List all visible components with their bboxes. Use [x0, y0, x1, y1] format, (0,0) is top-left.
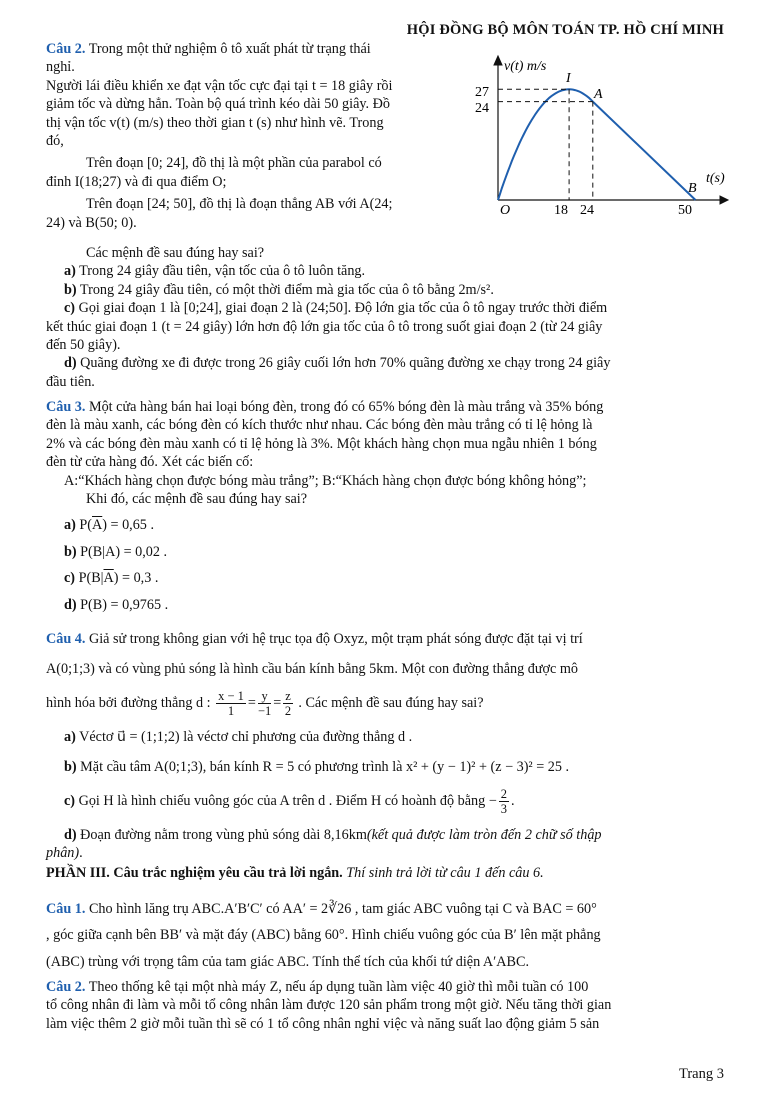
math-text: P( [79, 517, 92, 534]
t-axis-label: t(s) [706, 171, 725, 186]
item-text: Véctơ u⃗ = (1;1;2) là véctơ chỉ phương của đường thẳng d . [79, 728, 413, 745]
item-label: a) [64, 728, 76, 745]
text-line: Trong một thử nghiệm ô tô xuất phát từ trạng thái [88, 41, 371, 57]
text-line: , góc giữa cạnh bên BB′ và mặt đáy (ABC) bằng 60°. Hình chiếu vuông góc của B′ lên mặt phẳng [46, 927, 601, 944]
question-number: Câu 2. [46, 979, 86, 995]
item-label: c) [64, 792, 76, 809]
question-number: Câu 2. [46, 41, 86, 57]
t-axis-arrow [720, 196, 728, 204]
fraction-z: $\frac{z}{2}$ [284, 688, 292, 718]
segment-ab [593, 102, 696, 200]
complement-event: $\overline{A}$ [92, 517, 103, 534]
text-line: đèn từ cửa hàng đó. Xét các biến cố: [46, 454, 254, 471]
item-label: d) [64, 596, 77, 613]
text-line: Theo thống kê tại một nhà máy Z, nếu áp dụng tuần làm việc 40 giờ thì mỗi tuần có 100 [88, 979, 589, 995]
math-text: P(B| [78, 570, 104, 587]
question-2-intro [46, 40, 466, 232]
point-a-label: A [594, 87, 603, 102]
page-header: HỘI ĐỒNG BỘ MÔN TOÁN TP. HỒ CHÍ MINH [406, 22, 724, 38]
text-line: thị vận tốc v(t) (m/s) theo thời gian t (s) như hình vẽ. Trong [46, 114, 384, 131]
part-3-heading [46, 864, 726, 882]
text-line: giảm tốc và dừng hẳn. Toàn bộ quá trình kéo dài 50 giây. Đồ [46, 96, 390, 113]
text-line: Người lái điều khiển xe đạt vận tốc cực đại tại t = 18 giây rồi [46, 77, 393, 94]
item-text: Gọi giai đoạn 1 là [0;24], giai đoạn 2 là (24;50]. Độ lớn gia tốc của ô tô ngay trước thời điểm [78, 300, 608, 317]
text-line: đầu tiên. [46, 373, 95, 390]
item-label: a) [64, 263, 76, 280]
point-b-label: B [688, 181, 697, 196]
text-line: . Các mệnh đề sau đúng hay sai? [298, 694, 484, 711]
item-text: Đoạn đường nằm trong vùng phủ sóng dài 8,16km [80, 826, 367, 843]
text-line: Trên đoạn [0; 24], đồ thị là một phần của parabol có [86, 155, 382, 172]
text-line: nghỉ. [46, 59, 75, 76]
section-note: Thí sinh trả lời từ câu 1 đến câu 6. [346, 865, 544, 881]
origin-label: O [500, 203, 511, 218]
fraction-two-thirds: $\frac{2}{3}$ [500, 786, 507, 816]
text-line: (ABC) trùng với trọng tâm của tam giác ABC. Tính thể tích của khối tứ diện A′ABC. [46, 953, 530, 970]
item-label: b) [64, 759, 77, 776]
item-text: Trong 24 giây đầu tiên, có một thời điểm mà gia tốc của ô tô bằng 2m/s². [79, 281, 494, 298]
tick-50: 50 [678, 203, 692, 218]
question-number: Câu 3. [46, 399, 86, 415]
text-line: Trên đoạn [24; 50], đồ thị là đoạn thẳng AB với A(24; [86, 196, 393, 213]
velocity-graph [470, 52, 740, 227]
part-3-question-2 [46, 978, 726, 1033]
question-number: Câu 4. [46, 631, 86, 647]
complement-event: $\overline{A}$ [103, 570, 114, 587]
tick-27: 27 [475, 85, 489, 100]
item-text: Quãng đường xe đi được trong 26 giây cuối lớn hơn 70% quãng đường xe chạy trong 24 giây [80, 355, 611, 372]
math-text: P(B|A) = 0,02 . [80, 543, 168, 560]
item-label: d) [64, 355, 77, 372]
question-2-items [46, 244, 726, 391]
text-line: đến 50 giây). [46, 337, 121, 354]
item-text: Trong 24 giây đầu tiên, vận tốc của ô tô luôn tăng. [79, 263, 366, 280]
italic-note: (kết quả được làm tròn đến 2 chữ số thập [366, 826, 602, 843]
fraction-x: $\frac{x - 1}{1}$ [218, 688, 244, 718]
section-title: PHẦN III. Câu trắc nghiệm yêu cầu trả lời ngắn. [46, 865, 343, 881]
point-i-label: I [566, 71, 571, 86]
text-line: A:“Khách hàng chọn được bóng màu trắng”; B:“Khách hàng chọn được bóng không hỏng”; [64, 472, 587, 489]
text-line: hình hóa bởi đường thẳng d : [46, 694, 211, 711]
item-label: b) [64, 281, 77, 298]
parabola-curve [498, 89, 593, 200]
item-label: a) [64, 517, 76, 534]
tick-24-x: 24 [580, 203, 594, 218]
text-line: Các mệnh đề sau đúng hay sai? [86, 245, 265, 261]
tick-18: 18 [554, 203, 568, 218]
text-line: 2% và các bóng đèn màu xanh có tỉ lệ hỏng là 3%. Một khách hàng chọn mua ngẫu nhiên 1 bóng [46, 435, 597, 452]
v-axis-arrow [494, 56, 502, 65]
tick-24: 24 [475, 101, 489, 116]
question-number: Câu 1. [46, 901, 86, 917]
text-line: Cho hình lăng trụ ABC.A′B′C′ có AA′ = 2∛26 , tam giác ABC vuông tại C và BAC = 60° [88, 901, 597, 917]
text-line: đèn là màu xanh, các bóng đèn có kích thước như nhau. Các bóng đèn màu trắng có tỉ lệ hỏng là [46, 417, 593, 434]
v-axis-label: v(t) m/s [504, 59, 547, 74]
text-line: Khi đó, các mệnh đề sau đúng hay sai? [86, 491, 308, 508]
item-text: Mặt cầu tâm A(0;1;3), bán kính R = 5 có phương trình là x² + (y − 1)² + (z − 3)² = 25 . [80, 759, 570, 776]
text-line: đỉnh I(18;27) và đi qua điểm O; [46, 173, 227, 190]
text-line: làm việc thêm 2 giờ mỗi tuần thì sẽ có 1 tổ công nhân nghỉ việc và năng suất lao động giảm 5 sản [46, 1015, 600, 1032]
text-line: A(0;1;3) và có vùng phủ sóng là hình cầu bán kính bằng 5km. Một con đường thẳng được mô [46, 661, 578, 678]
math-text: P(B) = 0,9765 . [80, 596, 169, 613]
item-label: c) [64, 570, 76, 587]
math-text: ) = 0,3 . [113, 570, 159, 587]
text-line: kết thúc giai đoạn 1 (t = 24 giây) lớn hơn độ lớn gia tốc của ô tô trong suốt giai đoạn 2 (từ 24 giây [46, 318, 603, 335]
item-label: d) [64, 826, 77, 843]
italic-note: phân) [46, 845, 80, 862]
item-text: Gọi H là hình chiếu vuông góc của A trên d . Điểm H có hoành độ bằng − [78, 792, 497, 809]
question-3 [46, 398, 726, 614]
part-3-question-1 [46, 900, 726, 971]
text-line: đó, [46, 133, 64, 150]
item-label: c) [64, 300, 76, 317]
text-line: Giả sử trong không gian với hệ trục tọa độ Oxyz, một trạm phát sóng được đặt tại vị trí [88, 631, 583, 647]
page-number: Trang 3 [679, 1066, 724, 1082]
question-4: Câu 4. Giả sử trong không gian với hệ trục tọa độ Oxyz, một trạm phát sóng được đặt tại vị trí A(0;1;3) và có vùng phủ sóng là hình cầu bán kính bằng 5km. Một con đường thẳng được mô hình hóa bởi đường thẳng d : $\frac{x - 1}{1}$ = $\frac{y}{-1}$ = $\frac{z}{2}$ . Các mệnh đề sau đúng hay sai? a) Véctơ u⃗ = (1;1;2) là véctơ chỉ phương của đường thẳng d . b) Mặt cầu tâm A(0;1;3), bán kính R = 5 có phương trình là x² + (y − 1)² + (z − 3)² = 25 . c) Gọi H là hình chiếu vuông góc của A trên d . Điểm H có hoành độ bằng − $\frac{2}{3}$ . d) Đoạn đường nằm trong vùng phủ sóng dài 8,16km(kết quả được làm tròn đến 2 chữ số thập phân). [46, 630, 726, 862]
text-line: tổ công nhân đi làm và mỗi tổ công nhân làm được 120 sản phẩm trong một giờ. Nếu tăng thời gian [46, 997, 612, 1014]
text-line: Một cửa hàng bán hai loại bóng đèn, trong đó có 65% bóng đèn là màu trắng và 35% bóng [88, 399, 604, 415]
math-text: ) = 0,65 . [102, 517, 154, 534]
text-line: 24) và B(50; 0). [46, 214, 137, 231]
fraction-y: $\frac{y}{-1}$ [257, 688, 272, 718]
item-label: b) [64, 543, 77, 560]
